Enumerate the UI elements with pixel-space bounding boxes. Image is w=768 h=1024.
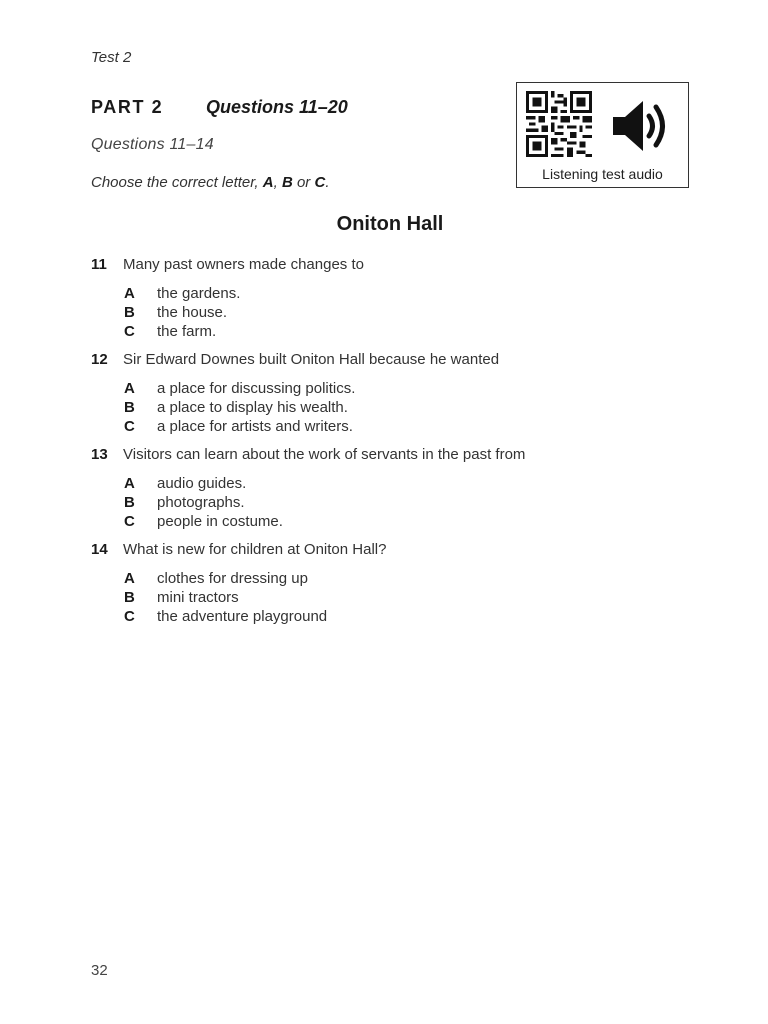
option-letter: B <box>124 494 135 511</box>
question-stem: What is new for children at Oniton Hall? <box>123 541 387 558</box>
part-questions-range: Questions 11–20 <box>206 97 348 117</box>
option-text: photographs. <box>157 494 245 511</box>
instruction-text: Choose the correct letter, <box>91 174 263 191</box>
question-number: 13 <box>91 446 108 463</box>
option-a[interactable] <box>124 474 691 493</box>
option-list <box>124 284 691 341</box>
option-letter: A <box>124 570 135 587</box>
instruction-suffix: . <box>325 174 330 191</box>
option-text: the house. <box>157 304 228 321</box>
question-stem: Sir Edward Downes built Oniton Hall because he wanted <box>123 351 500 368</box>
option-letter: C <box>124 513 135 530</box>
instruction-letter-b: B <box>281 174 293 191</box>
option-a[interactable] <box>124 379 691 398</box>
question-stem: Many past owners made changes to <box>123 256 364 273</box>
option-b[interactable] <box>124 398 691 417</box>
option-letter: B <box>124 399 135 416</box>
instruction <box>91 174 330 191</box>
option-c[interactable] <box>124 512 691 531</box>
speaker-volume-icon[interactable] <box>611 97 671 155</box>
document-title: Oniton Hall <box>336 213 444 235</box>
option-a[interactable] <box>124 569 691 588</box>
option-text: a place to display his wealth. <box>157 399 348 416</box>
option-list <box>124 474 691 531</box>
question-13 <box>91 445 691 531</box>
question-number: 11 <box>91 256 107 273</box>
option-letter: C <box>124 608 135 625</box>
audio-label: Listening test audio <box>542 166 663 182</box>
option-text: clothes for dressing up <box>157 570 308 587</box>
option-c[interactable] <box>124 607 691 626</box>
option-b[interactable] <box>124 493 691 512</box>
option-letter: C <box>124 323 135 340</box>
instruction-separator: , <box>273 174 282 191</box>
option-letter: B <box>124 304 135 321</box>
option-b[interactable] <box>124 588 691 607</box>
question-14 <box>91 540 691 626</box>
instruction-letter-c: C <box>314 174 326 191</box>
question-number: 12 <box>91 351 108 368</box>
page-number: 32 <box>91 962 108 979</box>
question-number: 14 <box>91 541 108 558</box>
option-letter: C <box>124 418 135 435</box>
option-text: a place for discussing politics. <box>157 380 356 397</box>
option-c[interactable] <box>124 417 691 436</box>
instruction-letter-a: A <box>262 174 274 191</box>
question-12 <box>91 350 691 436</box>
option-list <box>124 379 691 436</box>
option-text: audio guides. <box>157 475 247 492</box>
option-text: a place for artists and writers. <box>157 418 353 435</box>
qr-code-icon[interactable] <box>526 91 592 157</box>
question-11 <box>91 255 691 341</box>
option-letter: A <box>124 475 135 492</box>
option-text: the gardens. <box>157 285 241 302</box>
question-stem: Visitors can learn about the work of servants in the past from <box>123 446 526 463</box>
listening-audio-box[interactable] <box>516 82 689 188</box>
option-text: mini tractors <box>157 589 239 606</box>
option-a[interactable] <box>124 284 691 303</box>
option-text: the farm. <box>157 323 217 340</box>
option-letter: A <box>124 380 135 397</box>
option-text: the adventure playground <box>157 608 328 625</box>
option-letter: B <box>124 589 135 606</box>
section-subtitle: Questions 11–14 <box>91 136 214 153</box>
option-letter: A <box>124 285 135 302</box>
part-heading: PART 2 <box>91 97 164 117</box>
running-head: Test 2 <box>91 49 132 66</box>
option-list <box>124 569 691 626</box>
option-c[interactable] <box>124 322 691 341</box>
option-text: people in costume. <box>157 513 283 530</box>
option-b[interactable] <box>124 303 691 322</box>
instruction-separator: or <box>292 174 315 191</box>
